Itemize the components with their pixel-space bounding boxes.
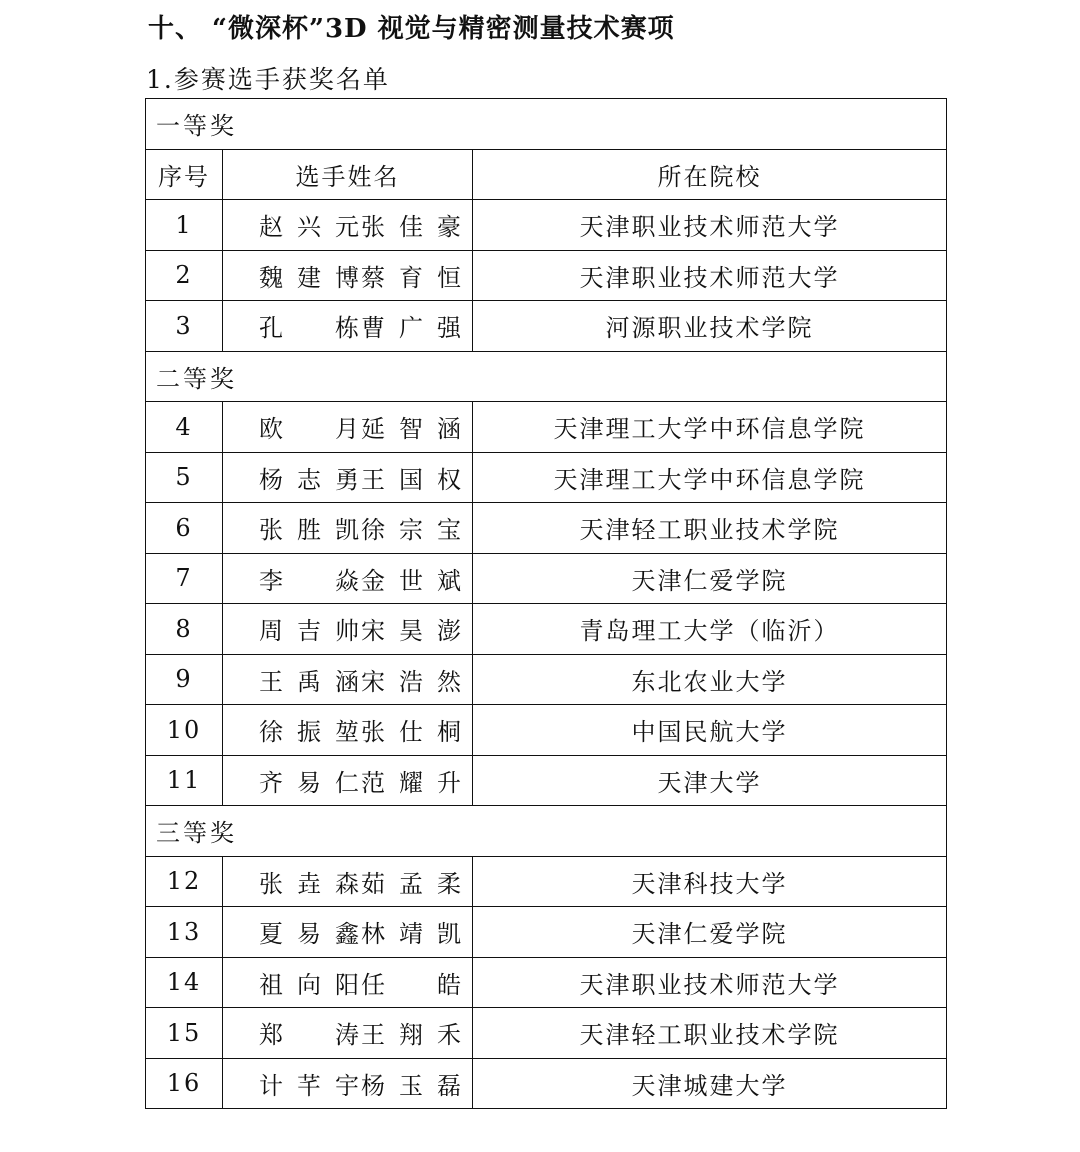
row-index: 9 (146, 654, 223, 705)
contestant-name: 延智涵 (361, 415, 461, 444)
list-subheading: 1.参赛选手获奖名单 (146, 65, 390, 94)
row-names (223, 1008, 473, 1059)
row-index: 3 (146, 301, 223, 352)
contestant-name: 祖向阳 (259, 970, 359, 999)
contestant-name: 任皓 (361, 970, 461, 999)
contestant-name: 王翔禾 (361, 1021, 461, 1050)
contestant-name: 林靖凯 (361, 920, 461, 949)
table-row (146, 553, 947, 604)
table-row (146, 907, 947, 958)
contestant-name: 齐易仁 (259, 768, 359, 797)
table-row (146, 856, 947, 907)
contestant-name: 夏易鑫 (259, 920, 359, 949)
section-title: 三等奖 (146, 806, 947, 857)
contestant-name: 张佳豪 (361, 213, 461, 242)
row-index: 15 (146, 1008, 223, 1059)
contestant-name: 茹孟柔 (361, 869, 461, 898)
row-names (223, 957, 473, 1008)
table-row (146, 503, 947, 554)
contestant-name: 张胜凯 (259, 516, 359, 545)
row-names (223, 755, 473, 806)
contestant-name: 赵兴元 (259, 213, 359, 242)
table-row (146, 604, 947, 655)
table-row (146, 250, 947, 301)
table-row (146, 452, 947, 503)
row-names (223, 553, 473, 604)
row-names (223, 907, 473, 958)
table-row (146, 705, 947, 756)
row-names (223, 250, 473, 301)
table-row (146, 200, 947, 251)
row-names (223, 1058, 473, 1109)
row-school: 天津仁爱学院 (473, 907, 947, 958)
row-index: 2 (146, 250, 223, 301)
contestant-name: 周吉帅 (259, 617, 359, 646)
row-index: 4 (146, 402, 223, 453)
header-row (146, 149, 947, 200)
row-school: 天津科技大学 (473, 856, 947, 907)
row-index: 14 (146, 957, 223, 1008)
contestant-name: 杨志勇 (259, 465, 359, 494)
section-heading: 十、 “微深杯”3D 视觉与精密测量技术赛项 (148, 14, 675, 44)
row-index: 1 (146, 200, 223, 251)
header-school: 所在院校 (473, 149, 947, 200)
row-school: 中国民航大学 (473, 705, 947, 756)
row-names (223, 503, 473, 554)
contestant-name: 王国权 (361, 465, 461, 494)
contestant-name: 蔡育恒 (361, 263, 461, 292)
row-index: 8 (146, 604, 223, 655)
table-row (146, 1058, 947, 1109)
section-row-second-prize (146, 351, 947, 402)
contestant-name: 魏建博 (259, 263, 359, 292)
row-names (223, 856, 473, 907)
row-index: 10 (146, 705, 223, 756)
row-index: 13 (146, 907, 223, 958)
table-row (146, 301, 947, 352)
award-table (145, 98, 947, 1109)
contestant-name: 徐宗宝 (361, 516, 461, 545)
row-school: 河源职业技术学院 (473, 301, 947, 352)
contestant-name: 曹广强 (361, 314, 461, 343)
header-names: 选手姓名 (223, 149, 473, 200)
row-school: 天津轻工职业技术学院 (473, 503, 947, 554)
row-school: 天津职业技术师范大学 (473, 957, 947, 1008)
row-school: 天津大学 (473, 755, 947, 806)
row-index: 7 (146, 553, 223, 604)
table-row (146, 957, 947, 1008)
contestant-name: 宋浩然 (361, 667, 461, 696)
row-school: 东北农业大学 (473, 654, 947, 705)
table-row (146, 755, 947, 806)
row-index: 12 (146, 856, 223, 907)
award-table-body (146, 99, 947, 1109)
row-school: 天津理工大学中环信息学院 (473, 452, 947, 503)
section-title: 二等奖 (146, 351, 947, 402)
contestant-name: 徐振堃 (259, 718, 359, 747)
contestant-name: 金世斌 (361, 566, 461, 595)
contestant-name: 李焱 (259, 566, 359, 595)
contestant-name: 张仕桐 (361, 718, 461, 747)
row-names (223, 604, 473, 655)
contestant-name: 范耀升 (361, 768, 461, 797)
header-index: 序号 (146, 149, 223, 200)
row-index: 6 (146, 503, 223, 554)
row-school: 天津职业技术师范大学 (473, 200, 947, 251)
section-row-third-prize (146, 806, 947, 857)
table-row (146, 402, 947, 453)
row-names (223, 654, 473, 705)
contestant-name: 宋昊澎 (361, 617, 461, 646)
contestant-name: 欧月 (259, 415, 359, 444)
row-school: 天津城建大学 (473, 1058, 947, 1109)
row-index: 5 (146, 452, 223, 503)
row-names (223, 200, 473, 251)
row-names (223, 705, 473, 756)
row-index: 16 (146, 1058, 223, 1109)
contestant-name: 计芊宇 (259, 1071, 359, 1100)
section-title: 一等奖 (146, 99, 947, 150)
row-index: 11 (146, 755, 223, 806)
row-school: 天津轻工职业技术学院 (473, 1008, 947, 1059)
row-school: 天津仁爱学院 (473, 553, 947, 604)
row-school: 青岛理工大学（临沂） (473, 604, 947, 655)
row-names (223, 301, 473, 352)
section-row-first-prize (146, 99, 947, 150)
contestant-name: 孔栋 (259, 314, 359, 343)
row-school: 天津职业技术师范大学 (473, 250, 947, 301)
row-names (223, 402, 473, 453)
contestant-name: 郑涛 (259, 1021, 359, 1050)
row-school: 天津理工大学中环信息学院 (473, 402, 947, 453)
contestant-name: 杨玉磊 (361, 1071, 461, 1100)
contestant-name: 张垚森 (259, 869, 359, 898)
table-row (146, 1008, 947, 1059)
table-row (146, 654, 947, 705)
contestant-name: 王禹涵 (259, 667, 359, 696)
row-names (223, 452, 473, 503)
